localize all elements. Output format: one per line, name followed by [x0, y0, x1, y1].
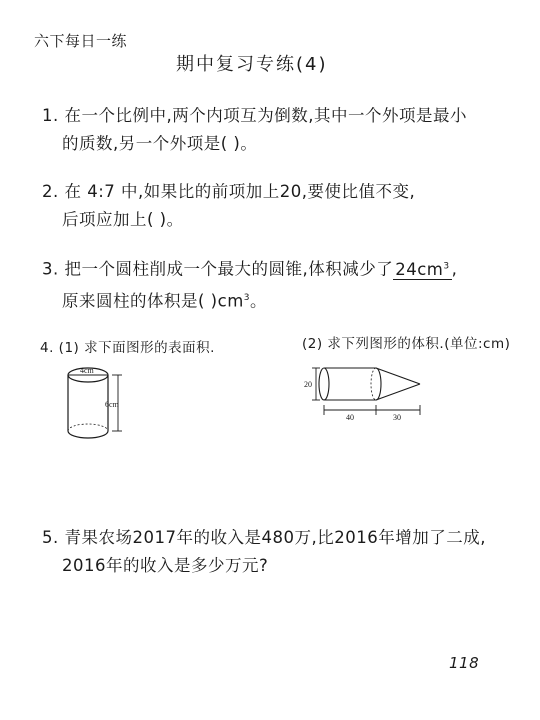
question-2-line-1: 2. 在 4:7 中,如果比的前项加上20,要使比值不变,	[42, 182, 416, 201]
cylinder-diameter-label: 4cm	[80, 366, 94, 375]
question-3-unit-exponent: 3	[243, 292, 250, 303]
cylinder-right-end-back	[371, 368, 376, 400]
page-number: 118	[449, 654, 480, 672]
question-3-line-1	[42, 252, 457, 284]
cylinder-figure	[60, 360, 160, 450]
cylinder-length-label: 40	[346, 413, 354, 422]
question-3-line-2-end: 。	[250, 291, 267, 310]
question-4-part-1: 4. (1) 求下面图形的表面积.	[40, 340, 215, 356]
cylinder-right-end-front	[376, 368, 381, 400]
composite-solid-figure	[302, 360, 452, 430]
question-2-line-2: 后项应加上( )。	[62, 210, 184, 229]
question-3	[42, 252, 457, 315]
question-3-line-2-text: 原来圆柱的体积是( )cm	[62, 291, 244, 310]
question-5	[42, 524, 486, 580]
question-3-line-1-end: ,	[451, 259, 458, 279]
question-3-line-1-text: 3. 把一个圆柱削成一个最大的圆锥,体积减少了	[42, 259, 394, 279]
cone-upper-edge	[376, 368, 420, 384]
diameter-label: 20	[304, 380, 312, 389]
question-2	[42, 178, 415, 234]
volume-decrease-exponent: 3	[443, 261, 450, 271]
cylinder-bottom-back-arc	[68, 424, 108, 431]
question-5-line-1: 5. 青果农场2017年的收入是480万,比2016年增加了二成,	[42, 528, 486, 547]
question-1	[42, 102, 467, 158]
cone-length-label: 30	[393, 413, 401, 422]
cylinder-height-label: 6cm	[105, 400, 119, 409]
header-tag: 六下每日一练	[34, 32, 128, 50]
volume-decrease-number: 24cm	[395, 259, 444, 279]
volume-decrease-value	[393, 260, 451, 280]
question-1-line-2: 的质数,另一个外项是( )。	[62, 134, 258, 153]
cylinder-bottom-front-arc	[68, 431, 108, 438]
cylinder-left-end	[319, 368, 329, 400]
question-3-line-2	[42, 284, 457, 316]
question-5-line-2: 2016年的收入是多少万元?	[62, 556, 269, 575]
question-4-part-2: (2) 求下列图形的体积.(单位:cm)	[302, 336, 511, 352]
page-title: 期中复习专练(4)	[176, 54, 328, 75]
question-1-line-1: 1. 在一个比例中,两个内项互为倒数,其中一个外项是最小	[42, 106, 467, 125]
cone-lower-edge	[376, 384, 420, 400]
